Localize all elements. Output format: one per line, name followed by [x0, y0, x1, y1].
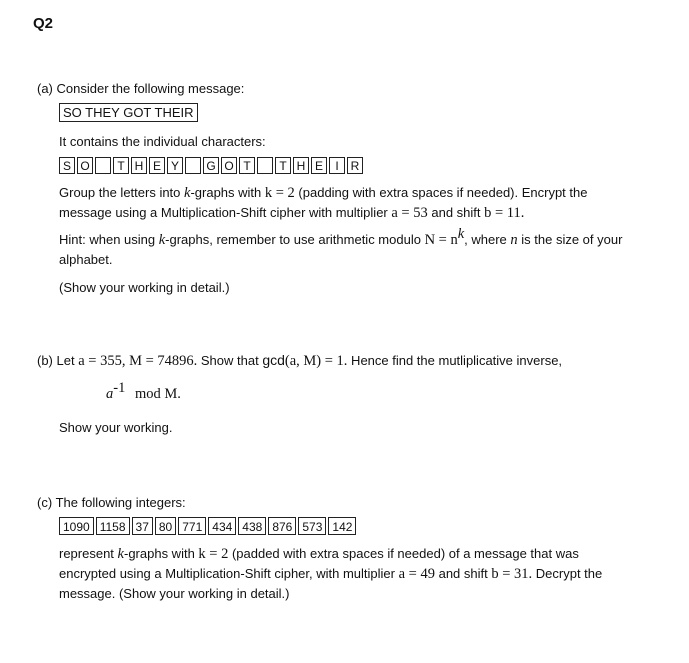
- character-cell: [257, 157, 273, 174]
- text-segment: , where: [464, 232, 511, 247]
- math-k: k: [184, 185, 191, 201]
- text-segment: Decrypt the: [532, 566, 603, 581]
- math-a-equals: a = 49: [398, 566, 435, 582]
- character-cell: I: [329, 157, 345, 174]
- integer-cell: 434: [208, 517, 236, 535]
- part-b-inverse-expression: [106, 380, 181, 403]
- part-a-heading: [37, 80, 244, 98]
- integer-cell: 438: [238, 517, 266, 535]
- math-k: k: [158, 232, 166, 248]
- character-cell: R: [347, 157, 363, 174]
- part-a-label: (a): [37, 81, 53, 96]
- part-c-line-3: message. (Show your working in detail.): [59, 586, 290, 601]
- character-cell: E: [149, 157, 165, 174]
- part-c-intro: The following integers:: [55, 495, 186, 510]
- integer-cell: 1158: [96, 517, 130, 535]
- part-a-line-1: [59, 184, 587, 202]
- text-segment: message using a Multiplication-Shift cipher with multiplier: [59, 205, 392, 220]
- part-a-hint-line-2: alphabet.: [59, 252, 113, 267]
- character-cell: E: [311, 157, 327, 174]
- part-a-message: SO THEY GOT THEIR: [59, 103, 198, 122]
- character-cell: [185, 157, 201, 174]
- text-segment: encrypted using a Multiplication-Shift cipher, with multiplier: [59, 566, 399, 581]
- integer-cell: 876: [268, 517, 296, 535]
- part-a-working: (Show your working in detail.): [59, 280, 230, 295]
- text-segment: and shift: [434, 566, 492, 581]
- math-exponent-neg1: -1: [113, 380, 126, 396]
- character-cell: Y: [167, 157, 183, 174]
- math-gcd-args: (a, M) = 1.: [284, 353, 348, 369]
- math-a: a: [106, 386, 114, 402]
- part-c-line-2: [59, 565, 602, 583]
- math-mod-M: mod M.: [134, 386, 181, 402]
- math-k: k: [117, 546, 124, 562]
- character-cell: S: [59, 157, 75, 174]
- text-segment: -graphs with: [123, 546, 199, 561]
- part-a-chars-intro: It contains the individual characters:: [59, 134, 266, 149]
- character-cell: [95, 157, 111, 174]
- part-a-message-box: [59, 103, 198, 122]
- text-segment: Group the letters into: [59, 185, 185, 200]
- math-k-equals: k = 2: [198, 546, 229, 562]
- character-cell: O: [221, 157, 237, 174]
- part-c-integer-cells: [59, 517, 358, 535]
- part-a-intro: Consider the following message:: [56, 81, 245, 96]
- math-b-equals: b = 31.: [491, 566, 533, 582]
- text-segment: Hint: when using: [59, 232, 159, 247]
- character-cell: H: [131, 157, 147, 174]
- math-exponent-k: k: [457, 226, 465, 242]
- part-b-heading: [37, 351, 562, 370]
- text-segment: represent: [59, 546, 118, 561]
- part-b-working: Show your working.: [59, 420, 173, 435]
- math-n: n: [510, 232, 518, 248]
- part-a-line-2: [59, 204, 524, 222]
- text-segment: Hence find the mutliplicative inverse,: [347, 353, 563, 368]
- character-cell: H: [293, 157, 309, 174]
- integer-cell: 1090: [59, 517, 94, 535]
- part-b-label: (b): [37, 353, 53, 368]
- text-segment: and shift: [427, 205, 485, 220]
- text-segment: -graphs with: [190, 185, 265, 200]
- part-c-label: (c): [37, 495, 53, 510]
- integer-cell: 142: [328, 517, 356, 535]
- integer-cell: 573: [298, 517, 326, 535]
- character-cell: G: [203, 157, 219, 174]
- part-a-hint-line-1: [59, 226, 623, 249]
- math-values: a = 355, M = 74896.: [78, 353, 198, 369]
- math-N-equals: N = n: [424, 232, 458, 248]
- math-b-equals: b = 11.: [484, 205, 525, 221]
- text-segment: (padding with extra spaces if needed). Encrypt the: [294, 185, 588, 200]
- integer-cell: 37: [132, 517, 153, 535]
- part-c-heading: [37, 494, 186, 512]
- math-gcd: gcd: [262, 352, 285, 368]
- character-cell: T: [275, 157, 291, 174]
- question-title: Q2: [33, 15, 54, 32]
- text-segment: Let: [56, 353, 79, 368]
- integer-cell: 771: [178, 517, 206, 535]
- part-a-character-cells: [59, 157, 365, 174]
- text-segment: is the size of your: [517, 232, 623, 247]
- part-c-line-1: [59, 545, 579, 563]
- character-cell: O: [77, 157, 93, 174]
- math-a-equals: a = 53: [391, 205, 428, 221]
- integer-cell: 80: [155, 517, 176, 535]
- character-cell: T: [113, 157, 129, 174]
- character-cell: T: [239, 157, 255, 174]
- text-segment: Show that: [197, 353, 263, 368]
- text-segment: (padded with extra spaces if needed) of a message that was: [228, 546, 579, 561]
- math-k-equals: k = 2: [264, 185, 295, 201]
- text-segment: -graphs, remember to use arithmetic modulo: [165, 232, 425, 247]
